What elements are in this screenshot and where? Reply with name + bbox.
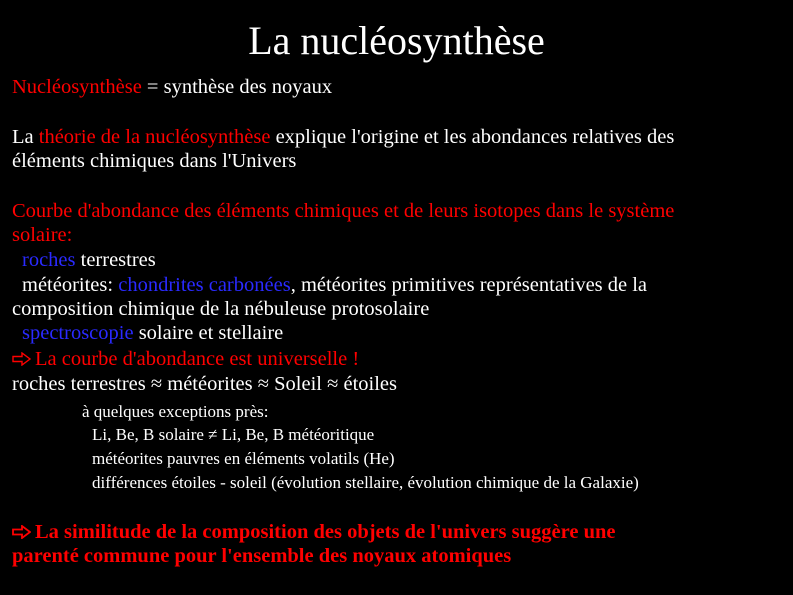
exception-item: différences étoiles - soleil (évolution stellaire, évolution chimique de la Galaxie) bbox=[92, 473, 639, 492]
approx-line: roches terrestres ≈ météorites ≈ Soleil ≈ étoiles bbox=[12, 373, 397, 395]
source-meteorites bbox=[22, 273, 647, 297]
exception-item: météorites pauvres en éléments volatils (He) bbox=[92, 449, 395, 468]
spectro-term: spectroscopie bbox=[22, 322, 134, 344]
spectro-rest: solaire et stellaire bbox=[133, 322, 284, 344]
source-meteorites-line-2: composition chimique de la nébuleuse protosolaire bbox=[12, 298, 430, 320]
theory-line-2: éléments chimiques dans l'Univers bbox=[12, 150, 297, 172]
rocks-rest: terrestres bbox=[75, 249, 156, 271]
meteor-term: chondrites carbonées bbox=[118, 274, 291, 296]
meteor-pre: météorites: bbox=[22, 274, 119, 296]
exceptions-header: à quelques exceptions près: bbox=[82, 402, 269, 421]
conclusion-line-2: parenté commune pour l'ensemble des noyaux atomiques bbox=[12, 545, 512, 567]
slide-title: La nucléosynthèse bbox=[248, 18, 545, 63]
definition-rest: = synthèse des noyaux bbox=[141, 76, 333, 98]
curve-line-2: solaire: bbox=[12, 224, 73, 246]
universal-line bbox=[12, 347, 359, 371]
theory-post: explique l'origine et les abondances relatives des bbox=[270, 126, 675, 148]
definition-term: Nucléosynthèse bbox=[12, 76, 142, 98]
exception-item: Li, Be, B solaire ≠ Li, Be, B météoritique bbox=[92, 425, 375, 444]
right-arrow-icon bbox=[12, 525, 31, 539]
source-spectroscopy bbox=[22, 321, 283, 345]
conclusion-line-1 bbox=[12, 520, 616, 544]
theory-line-1 bbox=[12, 125, 674, 149]
right-arrow-icon bbox=[12, 352, 31, 366]
universal-text: La courbe d'abondance est universelle ! bbox=[35, 348, 360, 370]
source-rocks bbox=[22, 248, 156, 272]
curve-line-1: Courbe d'abondance des éléments chimiques et de leurs isotopes dans le système bbox=[12, 200, 675, 222]
theory-pre: La bbox=[12, 126, 39, 148]
theory-term: théorie de la nucléosynthèse bbox=[38, 126, 271, 148]
rocks-term: roches bbox=[22, 249, 76, 271]
definition-line bbox=[12, 75, 332, 99]
conclusion-text-1: La similitude de la composition des objets de l'univers suggère une bbox=[35, 521, 616, 543]
meteor-post: , météorites primitives représentatives de la bbox=[290, 274, 648, 296]
